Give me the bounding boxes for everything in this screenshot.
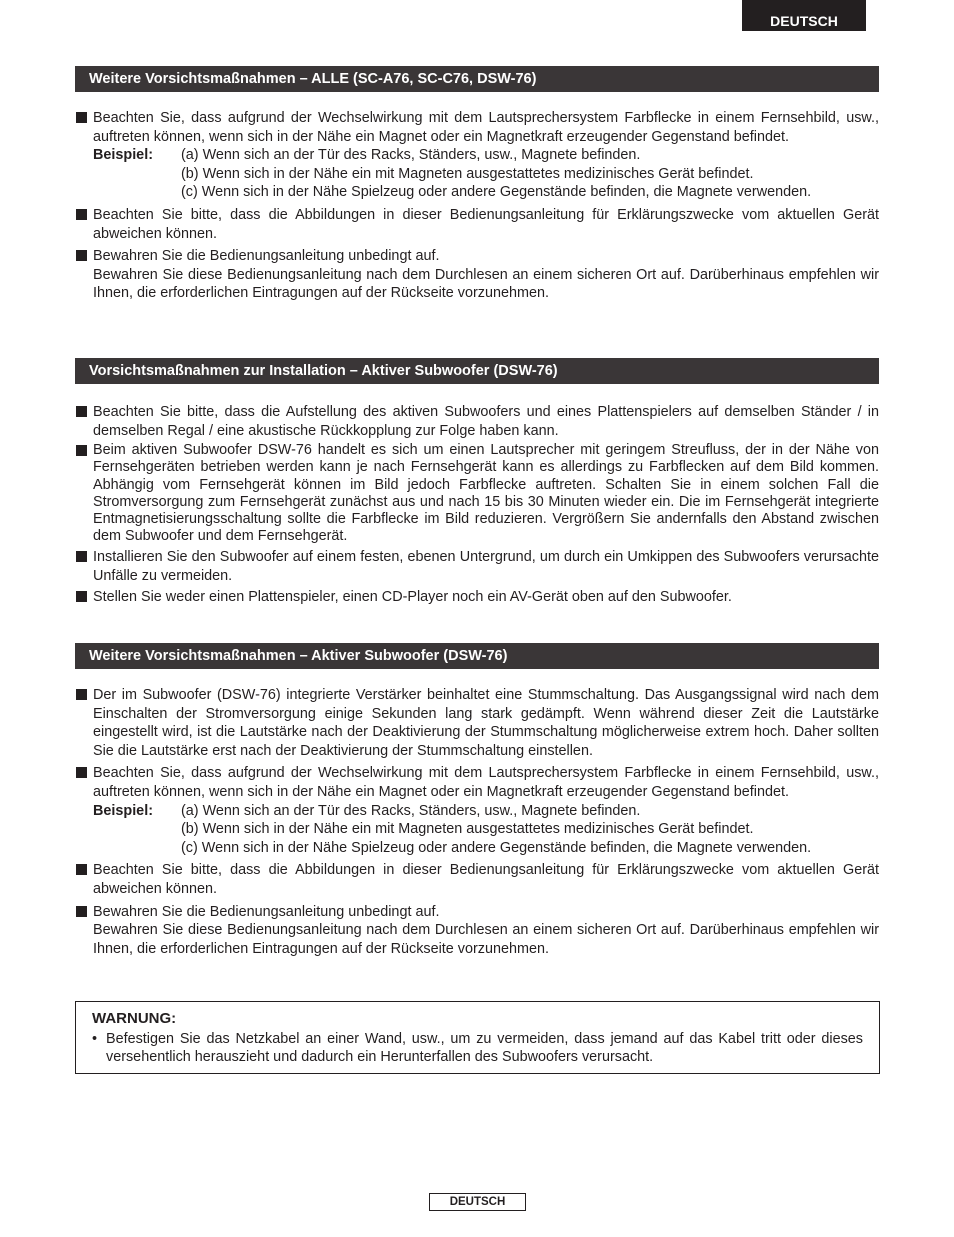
list-item-text: Installieren Sie den Subwoofer auf einem festen, ebenen Untergrund, um durch ein Umkippen des Subwoofers verursachte Unfälle zu vermeiden.: [93, 549, 879, 584]
example-block: [93, 146, 879, 202]
list-item-text: Beachten Sie, dass aufgrund der Wechselwirkung mit dem Lautsprechersystem Farbflecke in einem Fernsehbild, usw., auftreten können, wenn sich in der Nähe ein Magnet oder ein Magnetkraft erzeugender Gegenstand befindet.: [93, 110, 879, 145]
list-item-text: Beachten Sie, dass aufgrund der Wechselwirkung mit dem Lautsprechersystem Farbflecke in einem Fernsehbild, usw., auftreten können, wenn sich in der Nähe ein Magnet oder ein Magnetkraft erzeugender Gegenstand befindet.: [93, 765, 879, 800]
warning-item: [92, 1030, 863, 1067]
list-item-text: Beim aktiven Subwoofer DSW-76 handelt es sich um einen Lautsprecher mit geringem Streufluss, der in der Nähe von Fernsehgeräten betrieben werden kann je nach Fernsehgerät kann es allerdings zu Farbflecken auf dem Bild kommen. Abhängig vom Fernsehgerät können im Bild jedoch Farbflecke auftreten. Schalten Sie in einem solchen Fall die Stromversorgung zum Fernsehgerät zunächst aus und nach 15 bis 30 Minuten wieder ein. Die im Fernsehgerät integrierte Entmagnetisierungsschaltung sollte die Farbflecke im Bild reduzieren. Vergrößern Sie andernfalls den Abstand zwischen dem Subwoofer und dem Fernsehgerät.: [93, 442, 879, 545]
list-item: [75, 206, 879, 243]
example-label: Beispiel:: [93, 147, 153, 164]
list-item: [75, 109, 879, 202]
list-item-text: Bewahren Sie diese Bedienungsanleitung nach dem Durchlesen an einem sicheren Ort auf. Darüberhinaus empfehlen wir Ihnen, die erforderlichen Eintragungen auf der Rückseite vorzunehmen.: [93, 922, 879, 957]
square-bullet-icon: [76, 250, 87, 261]
warning-box: [75, 1001, 880, 1074]
example-line: (c) Wenn sich in der Nähe Spielzeug oder andere Gegenstände befinden, die Magnete verwenden.: [181, 184, 812, 201]
square-bullet-icon: [76, 906, 87, 917]
list-item-text: Der im Subwoofer (DSW-76) integrierte Verstärker beinhaltet eine Stummschaltung. Das Ausgangssignal wird nach dem Einschalten der Stromversorgung einige Sekunden lang stark gedämpft. Wenn während dieser Zeit die Lautstärke eingestellt wird, ist die Lautstärke nach der Deaktivierung der Stummschaltung möglicherweise extrem hoch. Daher sollten Sie die Lautstärke erst nach der Deaktivierung der Stummschaltung einstellen.: [93, 687, 879, 759]
square-bullet-icon: [76, 551, 87, 562]
list-item-text: Bewahren Sie die Bedienungsanleitung unbedingt auf.: [93, 903, 440, 920]
list-item: [75, 442, 879, 545]
section-installation-precautions-body: [75, 403, 879, 606]
example-line: (b) Wenn sich in der Nähe ein mit Magneten ausgestattetes medizinisches Gerät befindet.: [181, 165, 754, 182]
list-item: [75, 903, 879, 959]
square-bullet-icon: [76, 767, 87, 778]
language-tab: DEUTSCH: [742, 0, 866, 31]
example-line: (c) Wenn sich in der Nähe Spielzeug oder andere Gegenstände befinden, die Magnete verwenden.: [181, 839, 812, 856]
list-item: [75, 588, 879, 607]
square-bullet-icon: [76, 209, 87, 220]
list-item-text: Beachten Sie bitte, dass die Abbildungen in dieser Bedienungsanleitung für Erklärungszwecke vom aktuellen Gerät abweichen können.: [93, 862, 879, 897]
square-bullet-icon: [76, 112, 87, 123]
section-heading-installation-precautions: Vorsichtsmaßnahmen zur Installation – Aktiver Subwoofer (DSW-76): [75, 358, 879, 384]
section-heading-subwoofer-precautions: Weitere Vorsichtsmaßnahmen – Aktiver Subwoofer (DSW-76): [75, 643, 879, 669]
example-line: (b) Wenn sich in der Nähe ein mit Magneten ausgestattetes medizinisches Gerät befindet.: [181, 821, 754, 838]
square-bullet-icon: [76, 864, 87, 875]
example-label: Beispiel:: [93, 802, 153, 819]
example-line: (a) Wenn sich an der Tür des Racks, Ständers, usw., Magnete befinden.: [181, 147, 641, 164]
square-bullet-icon: [76, 406, 87, 417]
list-item: [75, 764, 879, 857]
list-item: [75, 861, 879, 898]
section-subwoofer-precautions-body: [75, 686, 879, 958]
warning-text: Befestigen Sie das Netzkabel an einer Wand, usw., um zu vermeiden, dass jemand auf das Kabel tritt oder dieses versehentlich herauszieht und dadurch ein Herunterfallen des Subwoofers verursacht.: [106, 1030, 863, 1066]
square-bullet-icon: [76, 445, 87, 456]
list-item-text: Bewahren Sie die Bedienungsanleitung unbedingt auf.: [93, 248, 440, 265]
list-item-text: Stellen Sie weder einen Plattenspieler, einen CD-Player noch ein AV-Gerät oben auf den Subwoofer.: [93, 588, 732, 605]
list-item: [75, 403, 879, 440]
list-item-text: Beachten Sie bitte, dass die Abbildungen in dieser Bedienungsanleitung für Erklärungszwecke vom aktuellen Gerät abweichen können.: [93, 206, 879, 242]
square-bullet-icon: [76, 689, 87, 700]
list-item: [75, 686, 879, 760]
list-item: [75, 548, 879, 585]
section-heading-general-precautions: Weitere Vorsichtsmaßnahmen – ALLE (SC-A76, SC-C76, DSW-76): [75, 66, 879, 92]
warning-title: WARNUNG:: [92, 1010, 177, 1027]
example-line: (a) Wenn sich an der Tür des Racks, Ständers, usw., Magnete befinden.: [181, 802, 641, 819]
section-general-precautions-body: [75, 109, 879, 303]
footer-language-label: DEUTSCH: [429, 1193, 526, 1211]
list-item: [75, 247, 879, 303]
square-bullet-icon: [76, 591, 87, 602]
list-item-text: Beachten Sie bitte, dass die Aufstellung des aktiven Subwoofers und eines Plattenspielers auf demselben Ständer / in demselben Regal / eine akustische Rückkopplung zur Folge haben kann.: [93, 404, 879, 439]
example-block: [93, 802, 879, 858]
bullet-dot-icon: •: [92, 1030, 98, 1047]
list-item-text: Bewahren Sie diese Bedienungsanleitung nach dem Durchlesen an einem sicheren Ort auf. Darüberhinaus empfehlen wir Ihnen, die erforderlichen Eintragungen auf der Rückseite vorzunehmen.: [93, 266, 879, 302]
